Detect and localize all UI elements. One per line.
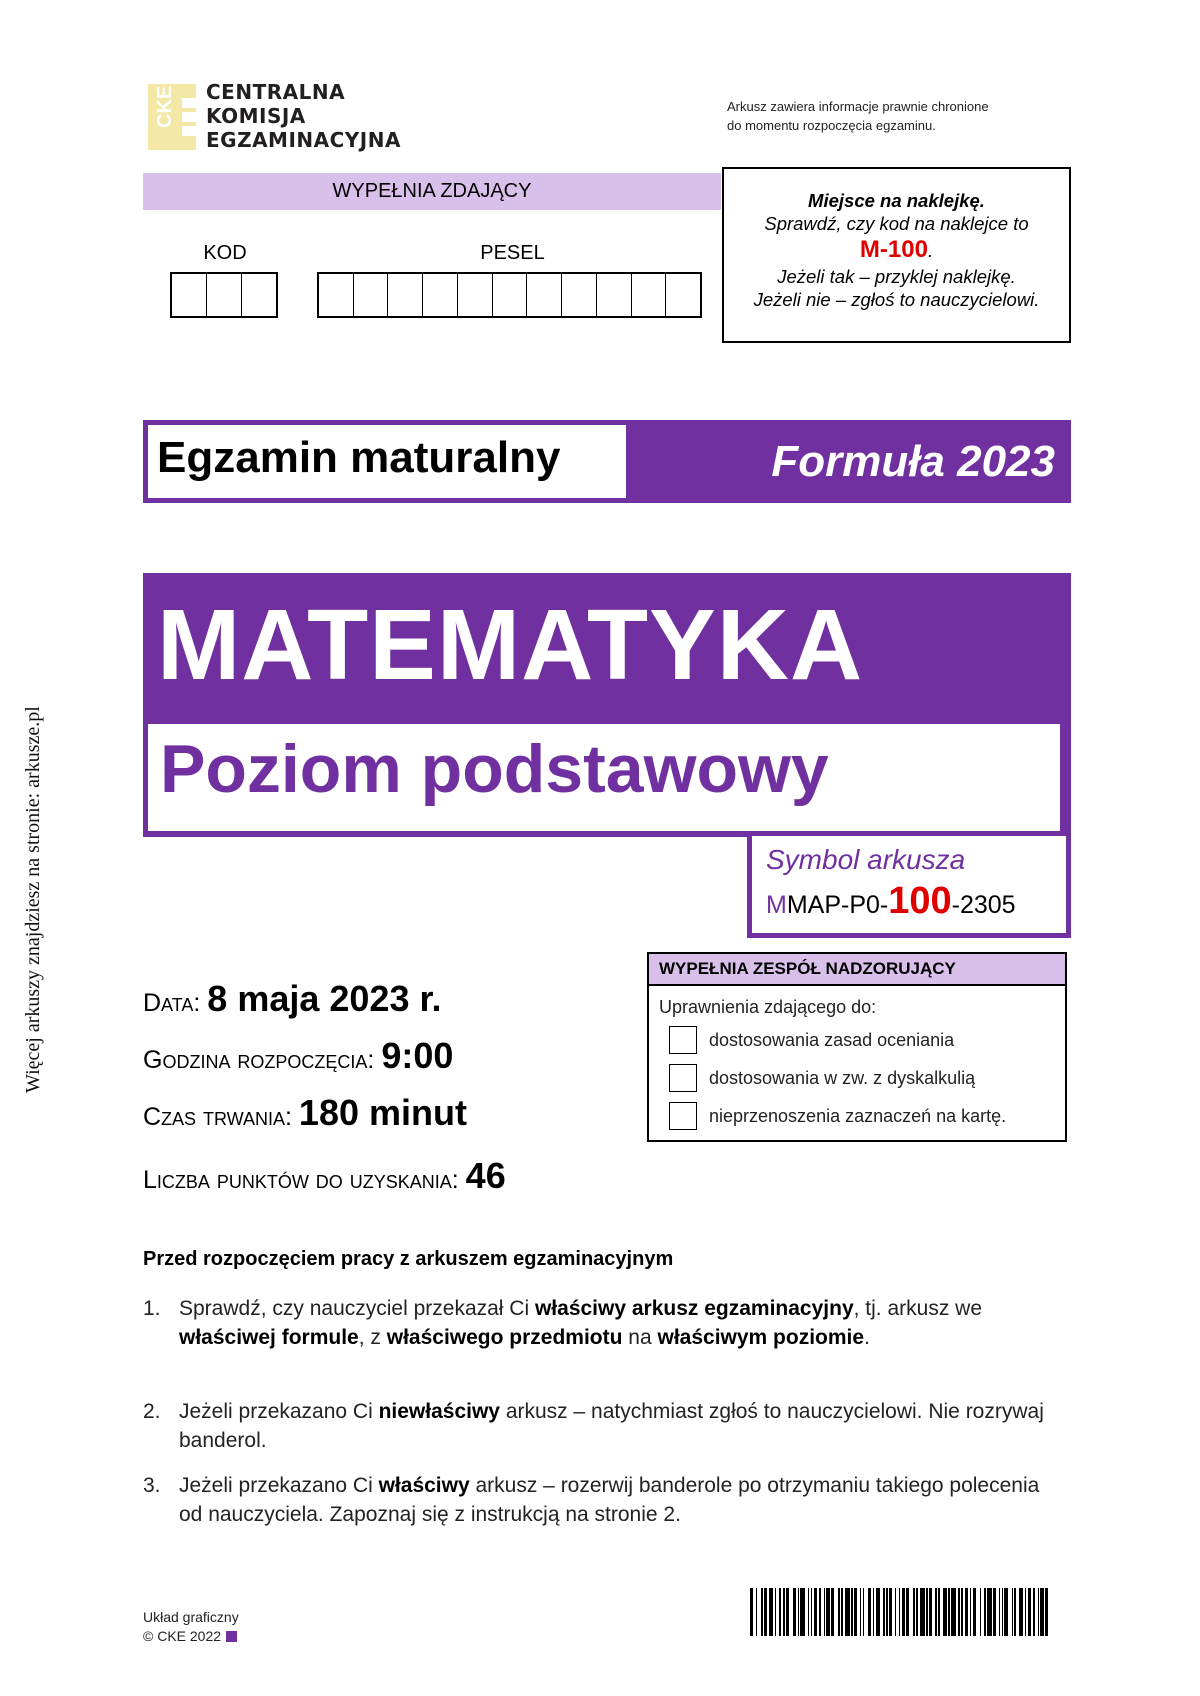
instructions-heading: Przed rozpoczęciem pracy z arkuszem egzaminacyjnym	[143, 1248, 674, 1270]
barcode-bar	[916, 1588, 918, 1636]
barcode-bar	[786, 1588, 789, 1636]
instruction-run: na	[622, 1326, 658, 1349]
kod-label: KOD	[203, 242, 247, 264]
barcode-bar	[948, 1588, 950, 1636]
barcode-bar	[1014, 1588, 1016, 1636]
pesel-cell[interactable]	[319, 274, 354, 316]
exam-formula: Formuła 2023	[771, 437, 1055, 486]
logo-bar	[182, 126, 196, 136]
sticker-code-suffix: .	[927, 240, 934, 261]
accommodation-item[interactable]	[669, 1064, 975, 1092]
instruction-run: Jeżeli przekazano Ci	[179, 1400, 379, 1423]
cke-logo-text	[206, 80, 401, 152]
instruction-number: 1.	[143, 1297, 161, 1320]
pesel-cell[interactable]	[597, 274, 632, 316]
exam-duration-value: 180 minut	[298, 1092, 467, 1133]
barcode-bar	[889, 1588, 892, 1636]
barcode-bar	[920, 1588, 925, 1636]
footer-line: © CKE 2022	[143, 1628, 222, 1644]
barcode-bar	[993, 1588, 996, 1636]
barcode-bar	[965, 1588, 968, 1636]
instruction-run: arkusz – natychmiast zgłoś to nauczycielowi. Nie rozrywaj banderol.	[179, 1400, 1044, 1452]
barcode-bar	[838, 1588, 840, 1636]
barcode-bar	[764, 1588, 767, 1636]
exam-date-value: 8 maja 2023 r.	[207, 978, 442, 1019]
exam-date-label: Data:	[143, 989, 201, 1017]
legal-note-line: Arkusz zawiera informacje prawnie chronione	[727, 99, 989, 114]
barcode-bar	[868, 1588, 871, 1636]
barcode-bar	[1019, 1588, 1024, 1636]
pesel-cell[interactable]	[423, 274, 458, 316]
sticker-check-text: Sprawdź, czy kod na naklejce to	[764, 213, 1029, 234]
examinee-header-text: WYPEŁNIA ZDAJĄCY	[332, 180, 532, 202]
instruction-emphasis: właściwym poziomie	[657, 1326, 865, 1349]
accommodation-checkbox[interactable]	[669, 1064, 697, 1092]
accommodation-label: dostosowania zasad oceniania	[709, 1029, 955, 1050]
barcode-bar	[938, 1588, 940, 1636]
barcode-bar	[756, 1588, 758, 1636]
barcode-bar	[863, 1588, 865, 1636]
instruction-run: arkusz – rozerwij banderole po otrzymaniu takiego polecenia od nauczyciela. Zapoznaj się z instrukcją na stronie 2.	[179, 1474, 1040, 1526]
barcode-bar	[845, 1588, 850, 1636]
side-note: Więcej arkuszy znajdziesz na stronie: arkusze.pl	[22, 706, 44, 1093]
barcode-bar	[1045, 1588, 1048, 1636]
subject-title: MATEMATYKA	[157, 589, 864, 701]
legal-note-line: do momentu rozpoczęcia egzaminu.	[727, 118, 936, 133]
instruction-emphasis: właściwy	[378, 1474, 470, 1497]
kod-cell[interactable]	[172, 274, 207, 316]
instruction-run: Sprawdź, czy nauczyciel przekazał Ci	[179, 1297, 535, 1320]
barcode-bar	[961, 1588, 963, 1636]
examinee-header	[143, 173, 721, 210]
barcode-bar	[980, 1588, 982, 1636]
exam-duration	[143, 1092, 467, 1134]
barcode-bar	[1038, 1588, 1040, 1636]
barcode-bar	[1040, 1588, 1043, 1636]
barcode-bar	[943, 1588, 946, 1636]
pesel-cell[interactable]	[493, 274, 528, 316]
barcode-bar	[824, 1588, 826, 1636]
instruction-emphasis: właściwego przedmiotu	[386, 1326, 623, 1349]
instruction-number: 2.	[143, 1400, 161, 1423]
barcode-bar	[895, 1588, 897, 1636]
barcode-bar	[814, 1588, 817, 1636]
exam-start-time	[143, 1035, 453, 1077]
legal-note	[727, 97, 989, 135]
subject-banner	[143, 573, 1071, 725]
barcode-bar	[886, 1588, 888, 1636]
barcode-bar	[1033, 1588, 1035, 1636]
sheet-symbol-code	[766, 881, 1016, 925]
symbol-code-number: 100	[888, 880, 952, 922]
barcode-bar	[761, 1588, 763, 1636]
exam-points-value: 46	[465, 1155, 506, 1196]
accommodation-item[interactable]	[669, 1026, 954, 1054]
exam-title: Egzamin maturalny	[157, 433, 561, 482]
pesel-cell[interactable]	[562, 274, 597, 316]
logo-line: EGZAMINACYJNA	[206, 128, 401, 152]
pesel-cell[interactable]	[354, 274, 389, 316]
instruction-text	[179, 1294, 1059, 1352]
exam-points	[143, 1155, 506, 1197]
barcode-bar	[860, 1588, 862, 1636]
supervisors-header: WYPEŁNIA ZESPÓŁ NADZORUJĄCY	[649, 954, 1065, 986]
barcode-bar	[841, 1588, 843, 1636]
barcode-bar	[999, 1588, 1001, 1636]
barcode-bar	[769, 1588, 774, 1636]
barcode-bar	[973, 1588, 976, 1636]
instruction-text	[179, 1397, 1059, 1455]
sticker-if-no: Jeżeli nie – zgłoś to nauczycielowi.	[753, 289, 1040, 310]
cke-small-icon	[226, 1631, 237, 1642]
pesel-cell[interactable]	[458, 274, 493, 316]
instruction-run: Jeżeli przekazano Ci	[179, 1474, 379, 1497]
barcode-bar	[984, 1588, 986, 1636]
exam-header-bar	[143, 420, 1071, 503]
barcode-bar	[854, 1588, 857, 1636]
barcode-bar	[798, 1588, 800, 1636]
barcode-bar	[811, 1588, 813, 1636]
logo-line: KOMISJA	[206, 104, 306, 128]
logo-line: CENTRALNA	[206, 80, 346, 104]
kod-cell[interactable]	[207, 274, 242, 316]
sheet-symbol-box	[747, 836, 1071, 938]
barcode-bar	[883, 1588, 885, 1636]
logo-mark-text: CKE	[154, 85, 176, 128]
barcode-bar	[1004, 1588, 1007, 1636]
pesel-cell[interactable]	[527, 274, 562, 316]
barcode-bar	[831, 1588, 834, 1636]
pesel-field[interactable]	[317, 272, 702, 318]
sticker-if-yes: Jeżeli tak – przyklej naklejkę.	[777, 266, 1016, 287]
barcode-bar	[851, 1588, 853, 1636]
exam-start-value: 9:00	[381, 1035, 454, 1076]
barcode-bar	[913, 1588, 915, 1636]
barcode-bar	[958, 1588, 960, 1636]
barcode-bar	[987, 1588, 992, 1636]
level-border	[1065, 724, 1071, 837]
barcode-bar	[929, 1588, 932, 1636]
logo-bar	[182, 98, 196, 108]
accommodation-checkbox[interactable]	[669, 1026, 697, 1054]
symbol-code-prefix: MAP-P0-	[786, 891, 889, 919]
instruction-emphasis: właściwy arkusz egzaminacyjny	[534, 1297, 854, 1320]
accommodation-checkbox[interactable]	[669, 1102, 697, 1130]
sticker-box	[722, 167, 1071, 343]
subject-level: Poziom podstawowy	[160, 731, 829, 807]
pesel-cell[interactable]	[632, 274, 667, 316]
symbol-code-m: M	[766, 891, 787, 919]
accommodation-label: dostosowania w zw. z dyskalkulią	[709, 1067, 976, 1088]
barcode-bar	[926, 1588, 928, 1636]
barcode-bar	[1025, 1588, 1027, 1636]
barcode-bar	[775, 1588, 777, 1636]
kod-field[interactable]	[170, 272, 278, 318]
barcode	[750, 1588, 1056, 1636]
barcode-bar	[1002, 1588, 1004, 1636]
accommodation-label: nieprzenoszenia zaznaczeń na kartę.	[709, 1105, 1007, 1126]
pesel-label: PESEL	[480, 242, 545, 264]
barcode-bar	[1012, 1588, 1014, 1636]
supervisors-intro: Uprawnienia zdającego do:	[659, 997, 877, 1017]
instruction-run: , z	[358, 1326, 387, 1349]
instruction-run: .	[864, 1326, 870, 1349]
barcode-bar	[779, 1588, 781, 1636]
sheet-symbol-label: Symbol arkusza	[766, 844, 966, 875]
pesel-cell[interactable]	[666, 274, 700, 316]
barcode-bar	[826, 1588, 829, 1636]
sticker-code: M-100	[859, 236, 928, 263]
exam-duration-label: Czas trwania:	[143, 1103, 292, 1131]
supervisors-box	[647, 952, 1067, 1142]
footer-credit	[143, 1608, 239, 1646]
barcode-bar	[808, 1588, 810, 1636]
instruction-emphasis: właściwej formule	[179, 1326, 359, 1349]
barcode-bar	[1028, 1588, 1031, 1636]
barcode-bar	[906, 1588, 909, 1636]
barcode-bar	[750, 1588, 753, 1636]
barcode-bar	[902, 1588, 905, 1636]
exam-start-label: Godzina rozpoczęcia:	[143, 1046, 375, 1074]
barcode-bar	[935, 1588, 937, 1636]
barcode-bar	[970, 1588, 972, 1636]
barcode-bar	[899, 1588, 901, 1636]
instruction-number: 3.	[143, 1474, 161, 1497]
barcode-bar	[951, 1588, 956, 1636]
instruction-emphasis: niewłaściwy	[378, 1400, 500, 1423]
instruction-text	[179, 1471, 1059, 1529]
level-box	[143, 724, 1065, 837]
logo-bar	[182, 112, 196, 122]
accommodation-item[interactable]	[669, 1102, 1006, 1130]
exam-date	[143, 978, 442, 1020]
cke-logo-mark	[148, 84, 196, 150]
barcode-bar	[793, 1588, 796, 1636]
sticker-title: Miejsce na naklejkę.	[808, 190, 985, 211]
instruction-run: , tj. arkusz we	[853, 1297, 983, 1320]
symbol-code-suffix: -2305	[951, 891, 1016, 919]
exam-points-label: Liczba punktów do uzyskania:	[143, 1166, 459, 1194]
barcode-bar	[800, 1588, 805, 1636]
kod-cell[interactable]	[242, 274, 276, 316]
pesel-cell[interactable]	[388, 274, 423, 316]
barcode-bar	[873, 1588, 875, 1636]
barcode-bar	[819, 1588, 821, 1636]
footer-line: Układ graficzny	[143, 1609, 239, 1625]
barcode-bar	[783, 1588, 785, 1636]
barcode-bar	[876, 1588, 881, 1636]
